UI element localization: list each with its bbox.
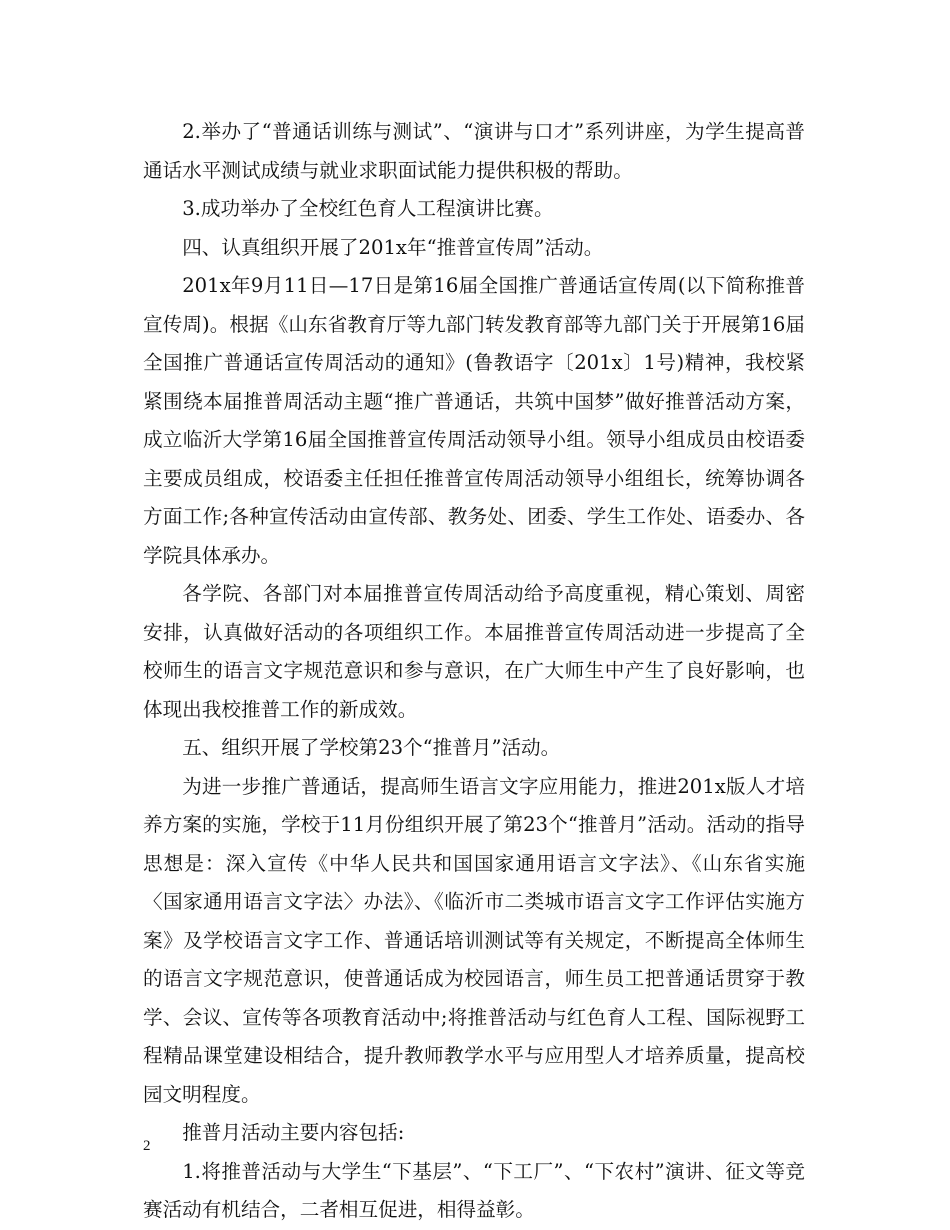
paragraph-item-3-speech-contest: 3.成功举办了全校红色育人工程演讲比赛。 xyxy=(182,197,554,220)
section-heading-4: 四、认真组织开展了201x年“推普宣传周”活动。 xyxy=(182,235,604,259)
page-number: 2 xyxy=(143,1138,151,1154)
paragraph-promotion-month: 为进一步推广普通话，提高师生语言文字应用能力，推进201x版人才培养方案的实施，学校于11月份组织开展了第23个“推普月”活动。活动的指导思想是：深入宣传《中华人民共和国国家通用语言文字法》、《山东省实施〈国家通用语言文字法〉办法》、《临沂市二类城市语言文字工作评估实施方案》及学校语言文字工作、普通话培训测试等有关规定，不断提高全体师生的语言文字规范意识，使普通话成为校园语言，师生员工把普通话贯穿于教学、会议、宣传等各项教育活动中;将推普活动与红色育人工程、国际视野工程精品课堂建设相结合，提升教师教学水平与应用型人才培养质量，提高校园文明程度。 xyxy=(143,774,805,1106)
paragraph-contents-intro: 推普月活动主要内容包括: xyxy=(182,1121,405,1144)
paragraph-departments: 各学院、各部门对本届推普宣传周活动给予高度重视，精心策划、周密安排，认真做好活动的各项组织工作。本届推普宣传周活动进一步提高了全校师生的语言文字规范意识和参与意识，在广大师生中产生了良好影响，也体现出我校推普工作的新成效。 xyxy=(143,582,805,721)
section-heading-5: 五、组织开展了学校第23个“推普月”活动。 xyxy=(182,736,561,759)
paragraph-promotion-week: 201x年9月11日—17日是第16届全国推广普通话宣传周(以下简称推普宣传周)。根据《山东省教育厅等九部门转发教育部等九部门关于开展第16届全国推广普通话宣传周活动的通知》(鲁教语字〔201x〕1号)精神，我校紧紧围绕本届推普周活动主题“推广普通话，共筑中国梦”做好推普活动方案，成立临沂大学第16届全国推普宣传周活动领导小组。领导小组成员由校语委主要成员组成，校语委主任担任推普宣传周活动领导小组组长，统筹协调各方面工作;各种宣传活动由宣传部、教务处、团委、学生工作处、语委办、各学院具体承办。 xyxy=(143,274,805,567)
paragraph-item-2-lectures: 2.举办了“普通话训练与测试”、“演讲与口才”系列讲座，为学生提高普通话水平测试成绩与就业求职面试能力提供积极的帮助。 xyxy=(143,120,805,182)
paragraph-item-1-activities: 1.将推普活动与大学生“下基层”、“下工厂”、“下农村”演讲、征文等竞赛活动有机结合，二者相互促进，相得益彰。 xyxy=(143,1159,805,1221)
document-body xyxy=(143,113,805,1230)
